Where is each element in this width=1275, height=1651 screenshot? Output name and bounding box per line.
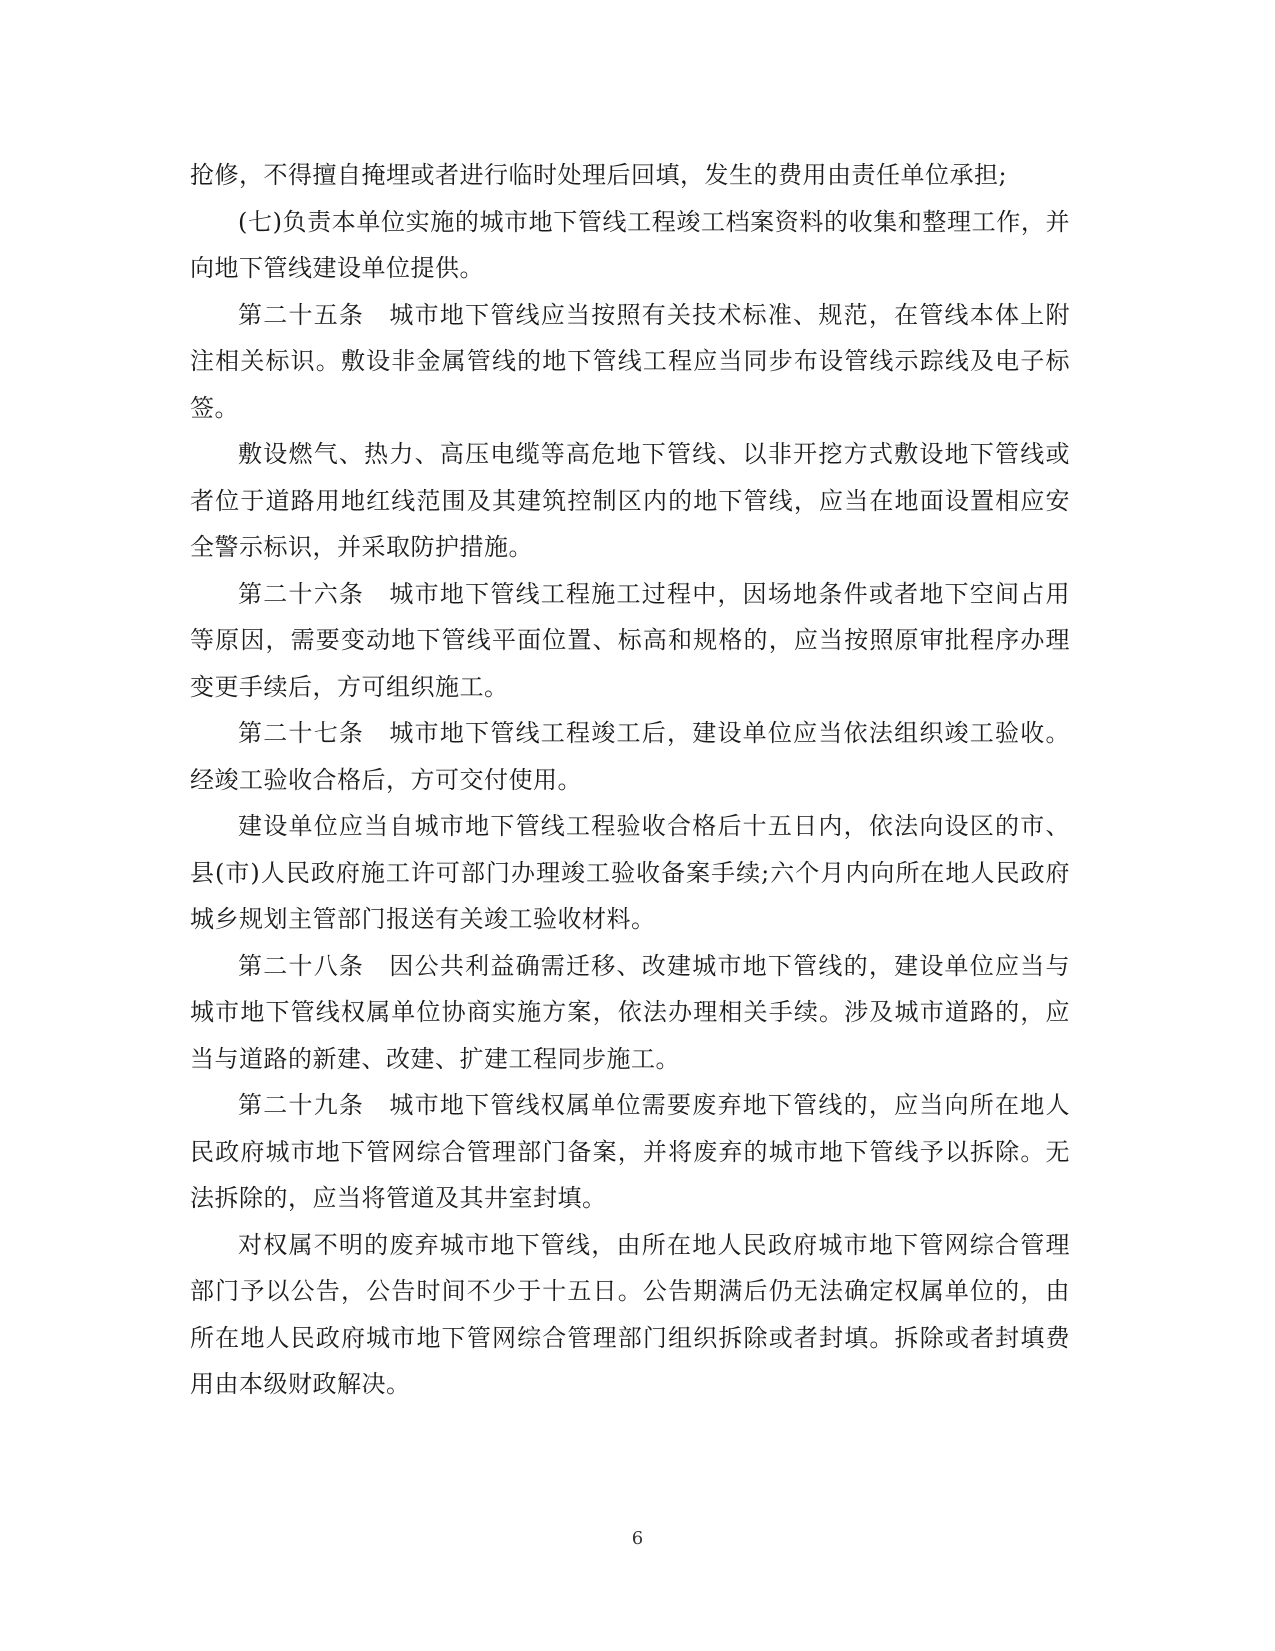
paragraph: 第二十五条 城市地下管线应当按照有关技术标准、规范，在管线本体上附注相关标识。敷设非金属管线的地下管线工程应当同步布设管线示踪线及电子标签。: [190, 300, 1070, 422]
paragraph: 建设单位应当自城市地下管线工程验收合格后十五日内，依法向设区的市、县(市)人民政府施工许可部门办理竣工验收备案手续;六个月内向所在地人民政府城乡规划主管部门报送有关竣工验收材料。: [190, 812, 1070, 933]
paragraph: 第二十九条 城市地下管线权属单位需要废弃地下管线的，应当向所在地人民政府城市地下管网综合管理部门备案，并将废弃的城市地下管线予以拆除。无法拆除的，应当将管道及其井室封填。: [190, 1091, 1070, 1212]
paragraph: 第二十七条 城市地下管线工程竣工后，建设单位应当依法组织竣工验收。经竣工验收合格后，方可交付使用。: [190, 719, 1070, 794]
paragraph: 抢修，不得擅自掩埋或者进行临时处理后回填，发生的费用由责任单位承担;: [190, 161, 1008, 189]
paragraph: 对权属不明的废弃城市地下管线，由所在地人民政府城市地下管网综合管理部门予以公告，公告时间不少于十五日。公告期满后仍无法确定权属单位的，由所在地人民政府城市地下管网综合管理部门组织拆除或者封填。拆除或者封填费用由本级财政解决。: [190, 1230, 1070, 1398]
paragraph: 第二十六条 城市地下管线工程施工过程中，因场地条件或者地下空间占用等原因，需要变动地下管线平面位置、标高和规格的，应当按照原审批程序办理变更手续后，方可组织施工。: [190, 579, 1070, 701]
document-body: [190, 152, 1070, 1408]
page-number: 6: [631, 1528, 644, 1549]
paragraph: 第二十八条 因公共利益确需迁移、改建城市地下管线的，建设单位应当与城市地下管线权属单位协商实施方案，依法办理相关手续。涉及城市道路的，应当与道路的新建、改建、扩建工程同步施工。: [190, 951, 1070, 1073]
paragraph: 敷设燃气、热力、高压电缆等高危地下管线、以非开挖方式敷设地下管线或者位于道路用地红线范围及其建筑控制区内的地下管线，应当在地面设置相应安全警示标识，并采取防护措施。: [190, 440, 1070, 561]
paragraph: (七)负责本单位实施的城市地下管线工程竣工档案资料的收集和整理工作，并向地下管线建设单位提供。: [190, 207, 1070, 282]
